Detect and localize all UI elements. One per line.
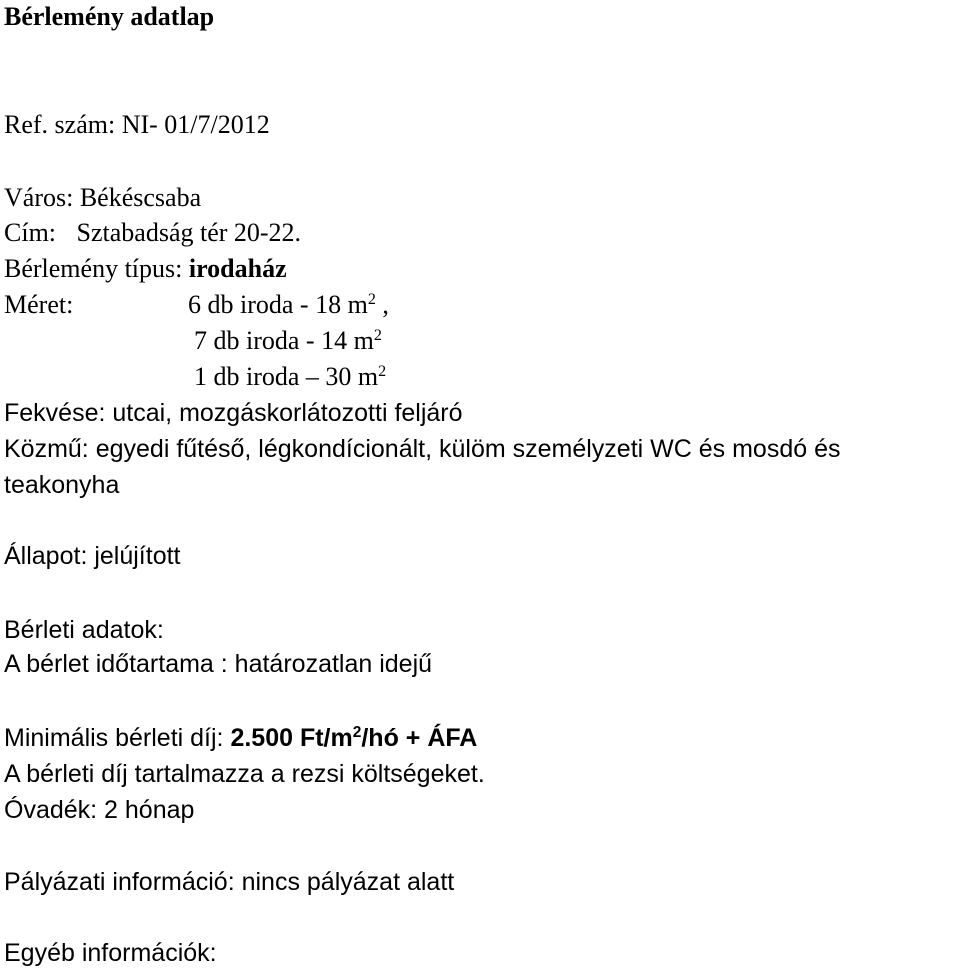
rental-data-heading: Bérleti adatok:: [4, 616, 164, 644]
minimum-rent-value: 2.500 $Ft/m^2/hó$ + ÁFA: [230, 724, 478, 752]
property-type-line: [4, 256, 287, 282]
ref-value: NI- 01/7/2012: [121, 110, 270, 139]
property-type-value: irodaház: [188, 254, 287, 283]
minimum-rent-label: Minimális bérleti díj:: [4, 724, 231, 752]
size-row-3-sup: 2: [378, 363, 387, 381]
address-value: Sztabadság tér 20-22.: [76, 218, 302, 247]
city-line: [4, 185, 201, 211]
size-label: Méret:: [4, 290, 74, 319]
size-row-1: 6 db iroda - 18 $m^2$ ,: [188, 290, 389, 319]
size-row-2-sup: 2: [373, 327, 382, 345]
overhead-line: A bérleti díj tartalmazza a rezsi költségeket.: [4, 760, 485, 788]
other-info-line: Egyéb információk:: [4, 939, 217, 967]
tender-info-line: Pályázati információ: nincs pályázat alatt: [4, 868, 455, 896]
address-label: Cím:: [4, 218, 57, 247]
size-row-1-sup: 2: [367, 291, 376, 309]
deposit-line: Óvadék: 2 hónap: [4, 796, 195, 824]
property-type-label: Bérlemény típus:: [4, 254, 183, 283]
minimum-rent-line: [4, 726, 477, 751]
condition-line: Állapot: jelújított: [4, 542, 181, 570]
city-label: Város:: [4, 183, 74, 212]
ref-number-line: [4, 112, 270, 138]
rental-duration-line: A bérlet időtartama : határozatlan idejű: [4, 650, 433, 678]
size-row-2: 7 db iroda - 14 $m^2$: [194, 326, 382, 355]
address-line: [4, 220, 301, 246]
page-title: Bérlemény adatlap: [4, 2, 215, 31]
city-value: Békéscsaba: [79, 183, 202, 212]
ref-label: Ref. szám:: [4, 110, 116, 139]
location-line: Fekvése: utcai, mozgáskorlátozotti feljáró: [4, 399, 463, 427]
size-row-3: 1 db iroda – 30 $m^2$: [194, 362, 387, 391]
utilities-line-2: teakonyha: [4, 471, 120, 499]
utilities-line-1: Közmű: egyedi fűtéső, légkondícionált, külöm személyzeti WC és mosdó és: [4, 435, 841, 463]
